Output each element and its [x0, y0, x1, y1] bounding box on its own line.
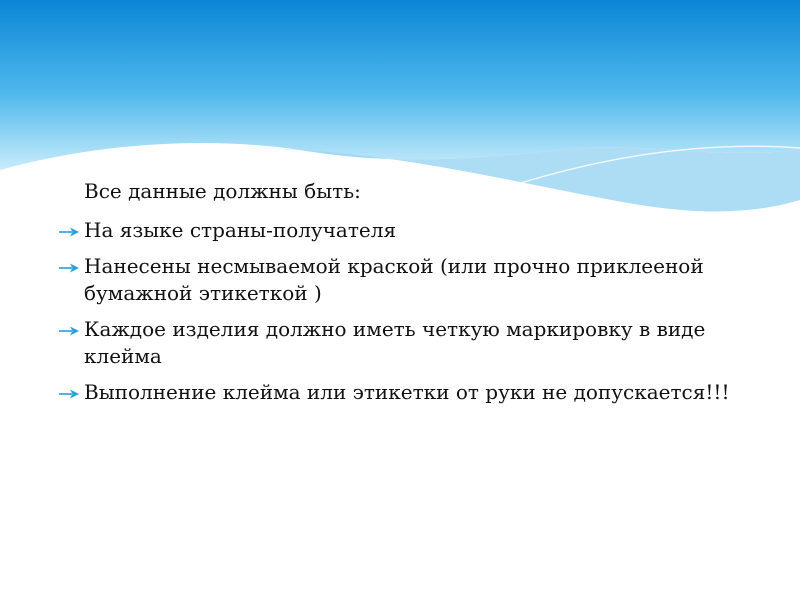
bullet-list [58, 217, 738, 406]
slide-content [58, 178, 738, 415]
list-item-text: Нанесены несмываемой краской (или прочно приклееной бумажной этикеткой ) [84, 254, 704, 305]
list-item-text: На языке страны-получателя [84, 218, 397, 242]
arrow-bullet-icon [58, 388, 82, 400]
list-item-text: Каждое изделия должно иметь четкую маркировку в виде клейма [84, 317, 706, 368]
arrow-bullet-icon [58, 262, 82, 274]
list-item [58, 379, 738, 406]
list-item-text: Выполнение клейма или этикетки от руки не допускается!!! [84, 380, 730, 404]
list-item [58, 316, 738, 370]
list-item [58, 253, 738, 307]
arrow-bullet-icon [58, 226, 82, 238]
arrow-bullet-icon [58, 325, 82, 337]
sky-band [0, 0, 800, 170]
list-item [58, 217, 738, 244]
intro-text: Все данные должны быть: [84, 179, 361, 203]
